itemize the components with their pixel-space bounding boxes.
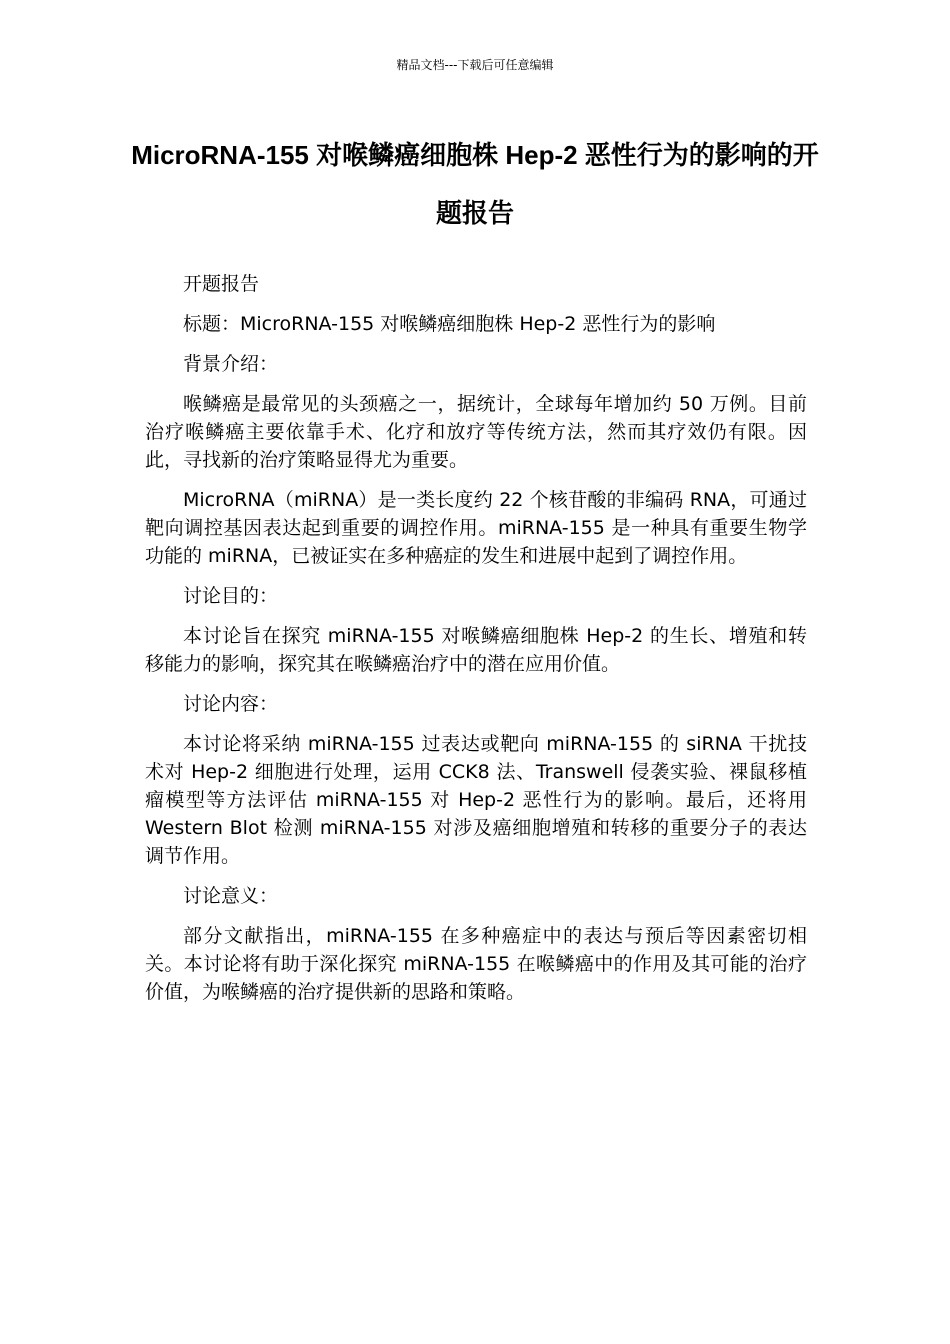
section-heading-significance: 讨论意义： bbox=[183, 885, 279, 907]
title-line: 标题：MicroRNA-155 对喉鳞癌细胞株 Hep-2 恶性行为的影响 bbox=[183, 313, 716, 335]
document-body bbox=[145, 270, 807, 1018]
significance-paragraph: 部分文献指出，miRNA-155 在多种癌症中的表达与预后等因素密切相关。本讨论将有助于深化探究 miRNA-155 在喉鳞癌中的作用及其可能的治疗价值，为喉鳞癌的治疗提供新的思路和策略。 bbox=[145, 925, 807, 1003]
section-heading-background: 背景介绍： bbox=[183, 353, 279, 375]
background-paragraph-1: 喉鳞癌是最常见的头颈癌之一，据统计，全球每年增加约 50 万例。目前治疗喉鳞癌主要依靠手术、化疗和放疗等传统方法，然而其疗效仍有限。因此，寻找新的治疗策略显得尤为重要。 bbox=[145, 393, 807, 471]
document-title: MicroRNA-155 对喉鳞癌细胞株 Hep-2 恶性行为的影响的开题报告 bbox=[131, 140, 819, 228]
background-paragraph-2: MicroRNA（miRNA）是一类长度约 22 个核苷酸的非编码 RNA，可通过靶向调控基因表达起到重要的调控作用。miRNA-155 是一种具有重要生物学功能的 miRNA，已被证实在多种癌症的发生和进展中起到了调控作用。 bbox=[145, 489, 807, 567]
content-paragraph: 本讨论将采纳 miRNA-155 过表达或靶向 miRNA-155 的 siRNA 干扰技术对 Hep-2 细胞进行处理，运用 CCK8 法、Transwell 侵袭实验、裸鼠移植瘤模型等方法评估 miRNA-155 对 Hep-2 恶性行为的影响。最后，还将用 Western Blot 检测 miRNA-155 对涉及癌细胞增殖和转移的重要分子的表达调节作用。 bbox=[145, 733, 807, 867]
section-heading-purpose: 讨论目的： bbox=[183, 585, 279, 607]
section-heading-content: 讨论内容： bbox=[183, 693, 279, 715]
purpose-paragraph: 本讨论旨在探究 miRNA-155 对喉鳞癌细胞株 Hep-2 的生长、增殖和转移能力的影响，探究其在喉鳞癌治疗中的潜在应用价值。 bbox=[145, 625, 807, 675]
section-heading-report: 开题报告 bbox=[183, 273, 260, 295]
header-note: 精品文档---下载后可任意编辑 bbox=[396, 58, 554, 72]
